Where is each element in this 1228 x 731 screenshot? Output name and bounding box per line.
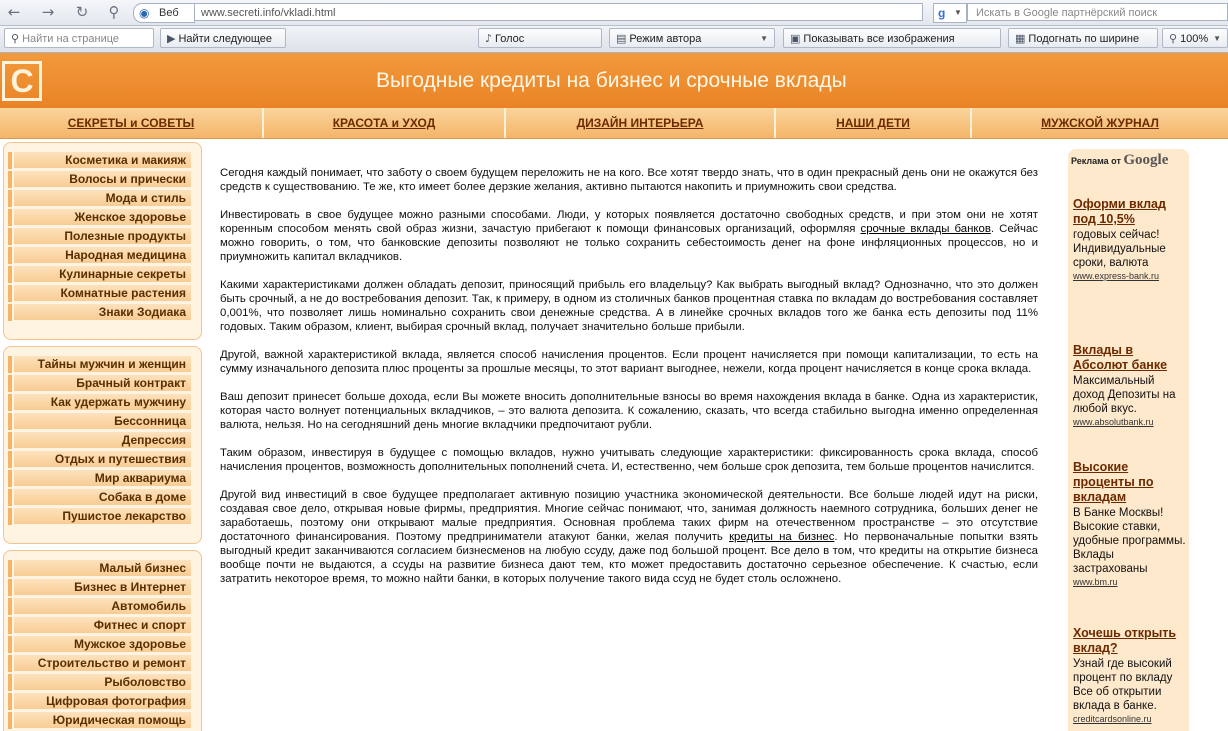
- page-title: Выгодные кредиты на бизнес и срочные вклады: [376, 69, 847, 92]
- web-scope-selector[interactable]: [133, 3, 195, 23]
- topnav-beauty[interactable]: КРАСОТА и УХОД: [264, 108, 506, 138]
- sidebar-item[interactable]: Депрессия: [14, 432, 191, 449]
- topnav-interior[interactable]: ДИЗАЙН ИНТЕРЬЕРА: [506, 108, 776, 138]
- chevron-down-icon: ▼: [760, 34, 768, 43]
- forward-arrow-icon[interactable]: →: [41, 3, 55, 21]
- site-logo[interactable]: C: [2, 61, 42, 101]
- fit-width-button[interactable]: [1008, 28, 1158, 48]
- sidebar-item[interactable]: Полезные продукты: [14, 228, 191, 245]
- sidebar-item[interactable]: Бессонница: [14, 413, 191, 430]
- sidebar-item[interactable]: Цифровая фотография: [14, 693, 191, 710]
- ad-url-link[interactable]: www.absolutbank.ru: [1073, 417, 1154, 427]
- ad-url-link[interactable]: creditcardsonline.ru: [1073, 714, 1152, 724]
- sidebar-item[interactable]: Пушистое лекарство: [14, 508, 191, 525]
- sidebar-item[interactable]: Женское здоровье: [14, 209, 191, 226]
- google-engine-button[interactable]: [933, 3, 967, 23]
- ads-header: [1071, 152, 1186, 169]
- article-paragraph: [220, 488, 1038, 586]
- business-loans-link[interactable]: кредиты на бизнес: [729, 531, 835, 543]
- voice-button[interactable]: [478, 28, 602, 48]
- zoom-icon: ⚲: [1169, 32, 1178, 45]
- sidebar-item[interactable]: Знаки Зодиака: [14, 304, 191, 321]
- sidebar-item[interactable]: Мода и стиль: [14, 190, 191, 207]
- ad-block: [1073, 197, 1187, 281]
- fit-width-icon: ▦: [1015, 32, 1026, 45]
- sidebar-item[interactable]: Собака в доме: [14, 489, 191, 506]
- article-paragraph: [220, 208, 1038, 264]
- ad-title-link[interactable]: Вклады в Абсолют банке: [1073, 343, 1168, 372]
- sidebar-item[interactable]: Рыболовство: [14, 674, 191, 691]
- sidebar-item[interactable]: Брачный контракт: [14, 375, 191, 392]
- article-text: Инвестировать в свое будущее можно разными способами. Люди, у которых появляется достаточно свободных средств, и при этом они не хотят коренным способом менять свой образ жизни, зачастую прибегают к помощи финансовых организаций, оформляя: [220, 209, 1038, 235]
- voice-label: Голос: [495, 33, 525, 45]
- find-next-label: Найти следующее: [178, 33, 273, 45]
- top-navigation: [0, 108, 1228, 139]
- google-icon: g: [938, 6, 946, 20]
- reload-icon[interactable]: ↻: [75, 3, 89, 21]
- sidebar-group-men: [3, 550, 202, 731]
- term-deposits-link[interactable]: срочные вклады банков: [860, 223, 991, 235]
- google-logo[interactable]: Google: [1123, 152, 1169, 168]
- sidebar-item[interactable]: Волосы и прически: [14, 171, 191, 188]
- sidebar-item[interactable]: Мужское здоровье: [14, 636, 191, 653]
- sidebar-group-relations: [3, 346, 202, 544]
- image-icon: ▣: [790, 32, 801, 45]
- show-images-label: Показывать все изображения: [803, 33, 955, 45]
- ad-block: [1073, 343, 1187, 427]
- fit-width-label: Подогнать по ширине: [1028, 33, 1140, 45]
- microphone-icon: ♪: [485, 32, 493, 45]
- author-mode-icon: ▤: [616, 32, 627, 45]
- ad-block: [1073, 460, 1187, 587]
- article-text: Другой вид инвестиций в свое будущее предполагает активную позицию участника экономической деятельности. Все больше людей идут на риски, создавая свое дело, открывая новые фирмы, предприятия. Многие сейчас понимают, что, занимая должность наемного сотрудника, больших денег не заработаешь, поэтому они открывают малые предприятия. Основная проблема таких фирм на отечественном пространстве – это отсутствие достаточного финансирования. Поэтому предприниматели атакуют банки, желая получить: [220, 489, 1038, 543]
- search-icon: ⚲: [11, 32, 20, 45]
- sidebar-item[interactable]: Отдых и путешествия: [14, 451, 191, 468]
- sidebar-item[interactable]: Строительство и ремонт: [14, 655, 191, 672]
- google-search-input[interactable]: Искать в Google партнёрский поиск: [967, 3, 1228, 21]
- zoom-dropdown[interactable]: [1162, 28, 1228, 48]
- address-bar[interactable]: www.secreti.info/vkladi.html: [195, 3, 923, 21]
- sidebar-item[interactable]: Юридическая помощь: [14, 712, 191, 729]
- ad-text: В Банке Москвы! Высокие ставки, удобные программы. Вклады застрахованы: [1073, 507, 1186, 575]
- article-text: . Но первоначальные попытки взять выгодный кредит заканчиваются согласием бизнесменов на любую ссуду, даже под большой процент. Все дело в том, что кредиты на открытие бизнеса вообще почти не выдаются, а ссуды на развитие бизнеса дают тем, кто может предоставить достаточно серьезное обеспечение. К счастью, если затратить некоторое время, то можно найти банки, в которых получение такого вида ссуд не будет столь осложнено.: [220, 531, 1039, 585]
- sidebar-item[interactable]: Малый бизнес: [14, 560, 191, 577]
- sidebar-item[interactable]: Народная медицина: [14, 247, 191, 264]
- ad-text: годовых сейчас! Индивидуальные сроки, валюта: [1073, 229, 1166, 269]
- article-paragraph: Сегодня каждый понимает, что заботу о своем будущем переложить не на кого. Все хотят твердо знать, что в один прекрасный день они не окажутся без средств к существованию. Те же, кто имеет более дерзкие желания, активно пытаются накопить и приумножить свои средства.: [220, 167, 1038, 193]
- find-on-page-input[interactable]: [4, 28, 154, 48]
- article-paragraph: Другой, важной характеристикой вклада, является способ начисления процентов. Если процент начисляется при помощи капитализации, то есть на сумму изначального депозита плюс проценты за прошлые месяцы, то этот вариант выгоднее, нежели, когда процент начисляется в конце срока вклада.: [220, 349, 1038, 375]
- sidebar-item[interactable]: Как удержать мужчину: [14, 394, 191, 411]
- article-body: [220, 166, 1038, 600]
- ad-text: Узнай где высокий процент по вкладу Все об открытии вклада в банке.: [1073, 658, 1173, 712]
- key-icon[interactable]: ⚲: [108, 3, 120, 21]
- topnav-kids[interactable]: НАШИ ДЕТИ: [776, 108, 972, 138]
- topnav-mens-journal[interactable]: МУЖСКОЙ ЖУРНАЛ: [1041, 116, 1159, 130]
- ad-url-link[interactable]: www.bm.ru: [1073, 577, 1118, 587]
- sidebar-item[interactable]: Мир аквариума: [14, 470, 191, 487]
- chevron-down-icon: ▼: [1213, 34, 1221, 43]
- back-arrow-icon[interactable]: ←: [7, 3, 21, 21]
- find-next-button[interactable]: [160, 28, 286, 48]
- sidebar-item[interactable]: Комнатные растения: [14, 285, 191, 302]
- ad-block: [1073, 626, 1187, 724]
- sidebar-item[interactable]: Кулинарные секреты: [14, 266, 191, 283]
- article-paragraph: Таким образом, инвестируя в будущее с помощью вкладов, нужно учитывать следующие характеристики: фиксированность срока вклада, способ начисления процентов, возможность дополнительных пополнений счета. И, естественно, чем больше срок депозита, тем больше процентов начислится.: [220, 447, 1038, 473]
- ad-title-link[interactable]: Высокие проценты по вкладам: [1073, 460, 1154, 504]
- sidebar-item[interactable]: Бизнес в Интернет: [14, 579, 191, 596]
- globe-icon: ◉: [139, 6, 150, 20]
- ads-sidebar: [1068, 149, 1189, 731]
- show-images-button[interactable]: [783, 28, 1001, 48]
- sidebar-item[interactable]: Фитнес и спорт: [14, 617, 191, 634]
- ad-text: Максимальный доход Депозиты на любой вкус.: [1073, 375, 1176, 415]
- article-paragraph: Ваш депозит принесет больше дохода, если Вы можете вносить дополнительные взносы во время нахождения вклада в банке. Одна из характеристик, которая часто волнует потенциальных вкладчиков, – это валюта депозита. К сожалению, сказать, что всегда стабильно выгодна именно определенная валюта, нельзя. Но на сегодняшний день многие вкладчики предпочитают рубли.: [220, 391, 1038, 431]
- sidebar-item[interactable]: Тайны мужчин и женщин: [14, 356, 191, 373]
- chevron-down-icon: ▼: [954, 8, 962, 17]
- topnav-secrets[interactable]: СЕКРЕТЫ и СОВЕТЫ: [0, 108, 264, 138]
- next-arrow-icon: ▶: [167, 32, 176, 45]
- sidebar-item[interactable]: Косметика и макияж: [14, 152, 191, 169]
- ad-url-link[interactable]: www.express-bank.ru: [1073, 271, 1160, 281]
- browser-nav-bar: [0, 0, 1228, 26]
- ad-title-link[interactable]: Оформи вклад под 10,5%: [1073, 197, 1166, 226]
- author-mode-dropdown[interactable]: [609, 28, 775, 48]
- site-header: [0, 53, 1228, 108]
- sidebar-group-women: [3, 142, 202, 340]
- ad-title-link[interactable]: Хочешь открыть вклад?: [1073, 626, 1177, 655]
- sidebar-item[interactable]: Автомобиль: [14, 598, 191, 615]
- zoom-value: 100%: [1180, 33, 1209, 45]
- article-text: . Сейчас можно говорить, о том, что банковские депозиты позволяют не только сохранить себестоимость денег на фоне инфляционных процессов, но и приумножить капитал вкладчиков.: [220, 223, 1038, 263]
- article-paragraph: Какими характеристиками должен обладать депозит, приносящий прибыль его владельцу? Как выбрать выгодный вклад? Однозначно, что это должен быть срочный, а не до востребования депозит. Так, к примеру, в одном из столичных банков процентная ставка по вкладам до востребования составляет 0,001%, что позволяет лишь номинально сохранить свои денежные средства. А в линейке срочных вкладов того же банка есть депозиты под 11% годовых. Таким образом, клиент, выбирая срочный вклад, получает значительно больше прибыли.: [220, 279, 1038, 333]
- find-placeholder: Найти на странице: [22, 33, 120, 45]
- ads-header-prefix: Реклама от: [1071, 156, 1121, 166]
- author-mode-label: Режим автора: [629, 33, 702, 45]
- web-label: Веб: [159, 7, 179, 19]
- browser-toolbar: [0, 26, 1228, 53]
